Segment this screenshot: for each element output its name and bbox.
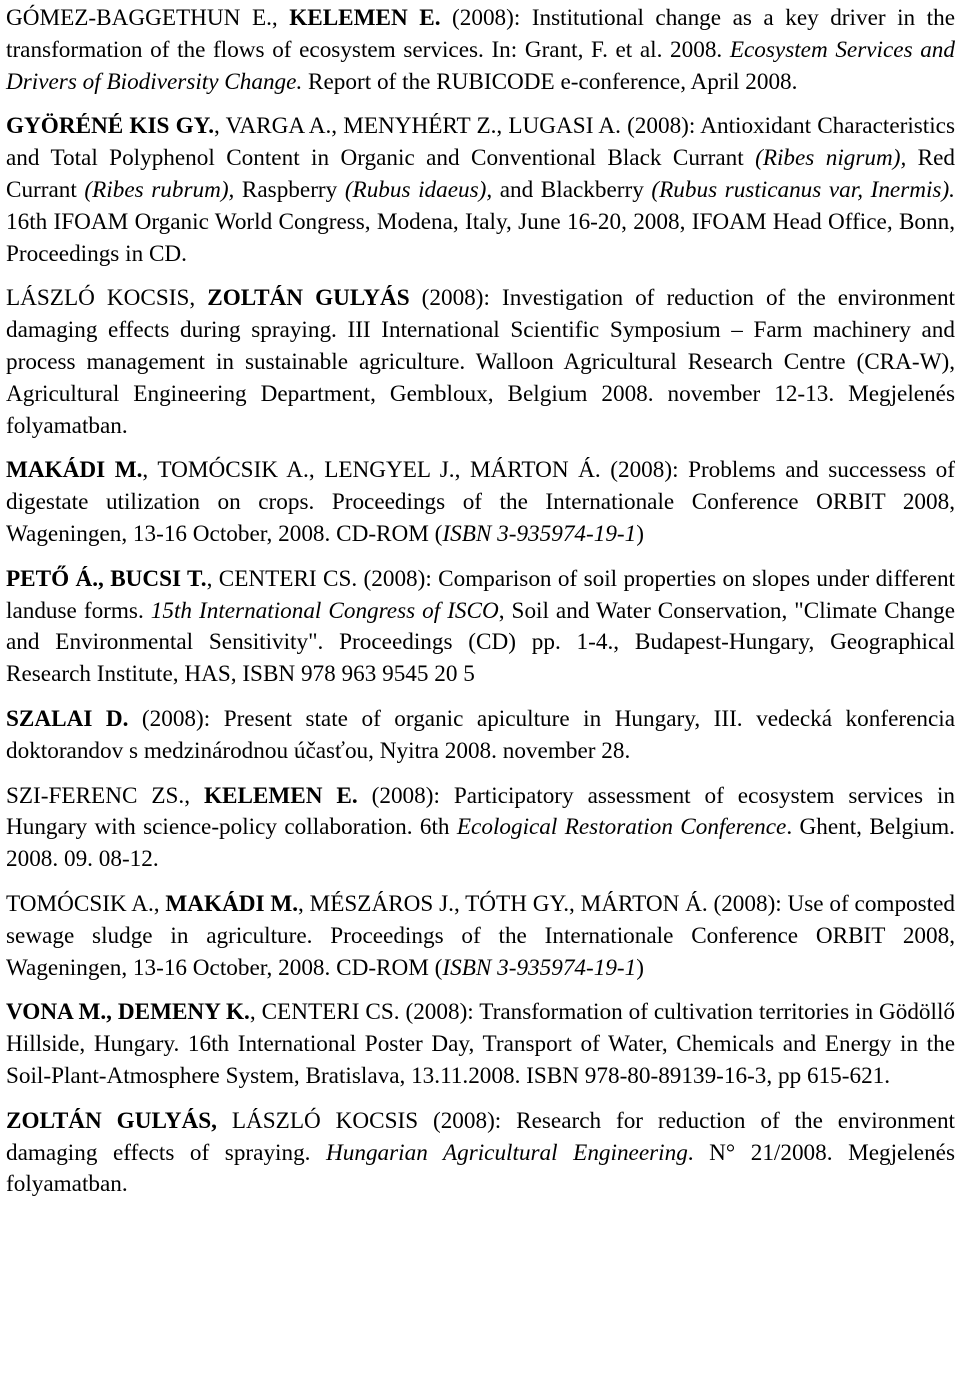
reference-text: Raspberry	[234, 176, 345, 203]
reference-text: (2008): Present state of organic apiculture in Hungary, III. vedecká konferencia doktorandov s medzinárodnou účasťou, Nyitra 2008. november 28.	[6, 705, 955, 764]
reference-entry	[6, 111, 955, 270]
reference-text-italic: ISBN 3-935974-19-1	[442, 520, 637, 547]
reference-text: SZI-FERENC ZS.,	[6, 782, 204, 809]
reference-entry	[6, 455, 955, 550]
reference-text: (2008): Participatory assessment of ecosystem services in Hungary with science-policy collaboration. 6th	[6, 782, 956, 841]
reference-text-italic: Ecological Restoration Conference	[456, 814, 787, 841]
reference-author-bold: SZALAI D.	[6, 705, 129, 732]
reference-text: and Blackberry	[492, 176, 652, 203]
reference-author-bold: KELEMEN E.	[203, 782, 358, 809]
reference-text: )	[636, 520, 644, 547]
reference-author-bold: MAKÁDI M.	[165, 890, 299, 917]
reference-author-bold: VONA M., DEMENY K.	[6, 999, 250, 1026]
reference-text: (2008): Institutional change as a key driver in the transformation of the flows of ecosystem services. In: Grant, F. et al. 2008.	[6, 5, 955, 63]
reference-author-bold: ZOLTÁN GULYÁS	[207, 285, 410, 312]
reference-author-bold: ZOLTÁN GULYÁS,	[6, 1107, 217, 1134]
reference-text: , TOMÓCSIK A., LENGYEL J., MÁRTON Á. (2008): Problems and successess of digestate utilization on crops. Proceedings of the Internationale Conference ORBIT 2008, Wageningen, 13-16 October, 2008. CD-ROM (	[6, 457, 955, 547]
reference-entry	[6, 781, 955, 876]
reference-text: GÓMEZ-BAGGETHUN E.,	[6, 5, 290, 31]
reference-text: , Soil and Water Conservation, "Climate Change and Environmental Sensitivity". Proceedings (CD) pp. 1-4., Budapest-Hungary, Geographical Research Institute, HAS, ISBN 978 963 9545 20 5	[6, 597, 955, 688]
reference-text-italic: Ecosystem Services and Drivers of Biodiversity Change.	[6, 36, 955, 95]
reference-author-bold: KELEMEN E.	[289, 5, 441, 31]
reference-text: (2008): Investigation of reduction of the environment damaging effects during spraying. III International Scientific Symposium – Farm machinery and process management in sustainable agriculture. Walloon Agricultural Research Centre (CRA-W), Agricultural Engineering Department, Gembloux, Belgium 2008. november 12-13. Megjelenés folyamatban.	[6, 285, 955, 439]
reference-text: , CENTERI CS. (2008): Comparison of soil properties on slopes under different landuse forms.	[6, 565, 955, 624]
reference-text-italic: (Rubus rusticanus var, Inermis).	[651, 176, 955, 203]
reference-entry	[6, 564, 955, 691]
reference-text: 16th IFOAM Organic World Congress, Modena, Italy, June 16-20, 2008, IFOAM Head Office, Bonn, Proceedings in CD.	[6, 208, 955, 267]
reference-text-italic: (Ribes rubrum),	[84, 176, 235, 203]
reference-entry	[6, 704, 955, 768]
reference-entry	[6, 283, 955, 442]
reference-text: TOMÓCSIK A.,	[6, 890, 166, 917]
reference-text: Red Currant	[6, 145, 956, 203]
reference-text: LÁSZLÓ KOCSIS,	[6, 285, 208, 312]
reference-text: . N° 21/2008. Megjelenés folyamatban.	[6, 1139, 955, 1198]
reference-text: , CENTERI CS. (2008): Transformation of cultivation territories in Gödöllő Hillside, Hungary. 16th International Poster Day, Transport of Water, Chemicals and Energy in the Soil-Plant-Atmosphere System, Bratislava, 13.11.2008. ISBN 978-80-89139-16-3, pp 615-621.	[6, 999, 955, 1089]
reference-entry	[6, 1106, 955, 1201]
reference-entry	[6, 997, 955, 1092]
reference-text: LÁSZLÓ KOCSIS (2008): Research for reduction of the environment damaging effects of spraying.	[6, 1107, 955, 1166]
reference-text-italic: 15th International Congress of ISCO	[150, 597, 499, 624]
reference-author-bold: GYÖRÉNÉ KIS GY.	[6, 113, 215, 140]
reference-entry	[6, 889, 955, 984]
reference-author-bold: MAKÁDI M.	[6, 457, 143, 484]
reference-text: , MÉSZÁROS J., TÓTH GY., MÁRTON Á. (2008): Use of composted sewage sludge in agriculture. Proceedings of the Internationale Conference ORBIT 2008, Wageningen, 13-16 October, 2008. CD-ROM (	[6, 890, 955, 981]
reference-text: Report of the RUBICODE e-conference, April 2008.	[302, 68, 798, 95]
reference-text-italic: (Rubus idaeus),	[344, 176, 493, 203]
reference-text: )	[636, 954, 644, 981]
reference-text-italic: Hungarian Agricultural Engineering	[326, 1139, 688, 1166]
reference-text: . Ghent, Belgium. 2008. 09. 08-12.	[6, 814, 955, 873]
reference-text: , VARGA A., MENYHÉRT Z., LUGASI A. (2008): Antioxidant Characteristics and Total Polyphenol Content in Organic and Conventional Black Currant	[6, 113, 955, 172]
reference-list	[6, 3, 955, 1201]
reference-text-italic: ISBN 3-935974-19-1	[442, 954, 637, 981]
reference-entry	[6, 3, 955, 98]
reference-text-italic: (Ribes nigrum),	[755, 145, 907, 172]
reference-author-bold: PETŐ Á., BUCSI T.	[6, 565, 207, 592]
